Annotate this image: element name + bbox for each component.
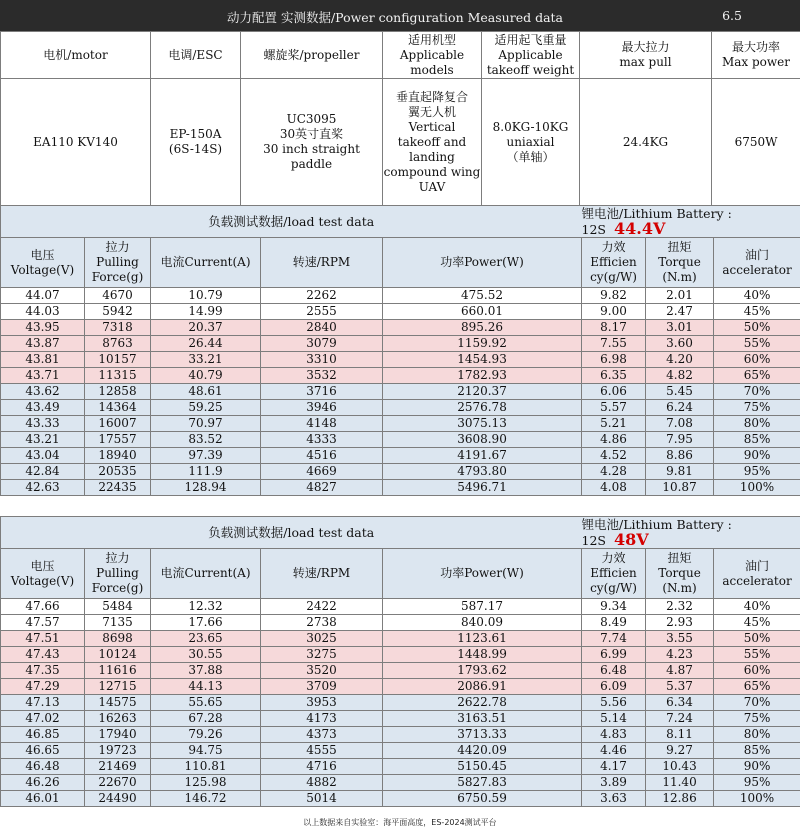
table-row bbox=[1, 711, 800, 727]
table-cell: 6.98 bbox=[582, 352, 646, 368]
table-cell: 7.24 bbox=[646, 711, 714, 727]
table-cell: 42.63 bbox=[1, 480, 85, 496]
table-cell: 90% bbox=[714, 448, 800, 464]
spec-value-cell: EA110 KV140 bbox=[1, 79, 151, 206]
table-cell: 4.82 bbox=[646, 368, 714, 384]
column-header: 功率Power(W) bbox=[383, 238, 582, 288]
table-cell: 85% bbox=[714, 432, 800, 448]
table-cell: 5.57 bbox=[582, 400, 646, 416]
table-cell: 59.25 bbox=[151, 400, 261, 416]
table-cell: 10157 bbox=[85, 352, 151, 368]
table-cell: 3716 bbox=[261, 384, 383, 400]
table-cell: 660.01 bbox=[383, 304, 582, 320]
table-cell: 37.88 bbox=[151, 663, 261, 679]
table-cell: 4516 bbox=[261, 448, 383, 464]
table-cell: 6.09 bbox=[582, 679, 646, 695]
table-cell: 100% bbox=[714, 791, 800, 807]
table-cell: 9.81 bbox=[646, 464, 714, 480]
column-header: 转速/RPM bbox=[261, 238, 383, 288]
table-cell: 14364 bbox=[85, 400, 151, 416]
table-cell: 42.84 bbox=[1, 464, 85, 480]
table-cell: 6750.59 bbox=[383, 791, 582, 807]
table-cell: 20.37 bbox=[151, 320, 261, 336]
table-cell: 4.86 bbox=[582, 432, 646, 448]
table-cell: 3.63 bbox=[582, 791, 646, 807]
table-cell: 3079 bbox=[261, 336, 383, 352]
table-cell: 67.28 bbox=[151, 711, 261, 727]
table-cell: 46.48 bbox=[1, 759, 85, 775]
table-cell: 4.46 bbox=[582, 743, 646, 759]
table-cell: 60% bbox=[714, 663, 800, 679]
table-cell: 33.21 bbox=[151, 352, 261, 368]
load-test-table-1 bbox=[0, 205, 800, 496]
table-cell: 16263 bbox=[85, 711, 151, 727]
load-test-title: 负载测试数据/load test data bbox=[1, 517, 582, 549]
table-cell: 4827 bbox=[261, 480, 383, 496]
spec-value-cell: 6750W bbox=[712, 79, 800, 206]
table-cell: 70% bbox=[714, 384, 800, 400]
title-bar bbox=[0, 0, 800, 31]
table-row bbox=[1, 759, 800, 775]
table-cell: 5.56 bbox=[582, 695, 646, 711]
table-cell: 5.14 bbox=[582, 711, 646, 727]
table-row bbox=[1, 336, 800, 352]
table-cell: 7.74 bbox=[582, 631, 646, 647]
table-cell: 50% bbox=[714, 320, 800, 336]
table-cell: 5484 bbox=[85, 599, 151, 615]
table-cell: 23.65 bbox=[151, 631, 261, 647]
column-header: 油门 accelerator bbox=[714, 549, 800, 599]
table-cell: 4.17 bbox=[582, 759, 646, 775]
table-cell: 3608.90 bbox=[383, 432, 582, 448]
table-cell: 4670 bbox=[85, 288, 151, 304]
table-cell: 44.03 bbox=[1, 304, 85, 320]
table-cell: 47.66 bbox=[1, 599, 85, 615]
table-row bbox=[1, 727, 800, 743]
table-cell: 11616 bbox=[85, 663, 151, 679]
table-cell: 9.82 bbox=[582, 288, 646, 304]
table-cell: 3.01 bbox=[646, 320, 714, 336]
table-row bbox=[1, 464, 800, 480]
table-cell: 895.26 bbox=[383, 320, 582, 336]
table-row bbox=[1, 679, 800, 695]
table-row bbox=[1, 743, 800, 759]
table-cell: 6.48 bbox=[582, 663, 646, 679]
table-cell: 55% bbox=[714, 647, 800, 663]
table-cell: 3075.13 bbox=[383, 416, 582, 432]
table-cell: 4173 bbox=[261, 711, 383, 727]
column-header: 拉力 Pulling Force(g) bbox=[85, 549, 151, 599]
column-header: 油门 accelerator bbox=[714, 238, 800, 288]
table-cell: 8763 bbox=[85, 336, 151, 352]
table-cell: 146.72 bbox=[151, 791, 261, 807]
table-header-row bbox=[1, 549, 800, 599]
column-header: 电压 Voltage(V) bbox=[1, 549, 85, 599]
table-cell: 75% bbox=[714, 400, 800, 416]
table-cell: 4.28 bbox=[582, 464, 646, 480]
table-cell: 1782.93 bbox=[383, 368, 582, 384]
voltage-value: 44.4V bbox=[614, 219, 666, 238]
table-cell: 47.02 bbox=[1, 711, 85, 727]
table-cell: 110.81 bbox=[151, 759, 261, 775]
table-cell: 11.40 bbox=[646, 775, 714, 791]
table-cell: 20535 bbox=[85, 464, 151, 480]
table-header-row bbox=[1, 238, 800, 288]
table-row bbox=[1, 400, 800, 416]
column-header: 扭矩 Torque (N.m) bbox=[646, 238, 714, 288]
table-cell: 10.87 bbox=[646, 480, 714, 496]
table-cell: 55% bbox=[714, 336, 800, 352]
table-cell: 7.08 bbox=[646, 416, 714, 432]
table-cell: 5.37 bbox=[646, 679, 714, 695]
table-row bbox=[1, 432, 800, 448]
table-cell: 3025 bbox=[261, 631, 383, 647]
table-cell: 43.71 bbox=[1, 368, 85, 384]
table-cell: 4.87 bbox=[646, 663, 714, 679]
spec-header-cell: 最大功率 Max power bbox=[712, 32, 800, 79]
column-header: 电流Current(A) bbox=[151, 549, 261, 599]
table-cell: 2.01 bbox=[646, 288, 714, 304]
table-cell: 6.06 bbox=[582, 384, 646, 400]
column-header: 功率Power(W) bbox=[383, 549, 582, 599]
table-cell: 22435 bbox=[85, 480, 151, 496]
table-row bbox=[1, 647, 800, 663]
table-cell: 46.26 bbox=[1, 775, 85, 791]
table-cell: 18940 bbox=[85, 448, 151, 464]
spec-header-cell: 适用起飞重量 Applicable takeoff weight bbox=[482, 32, 580, 79]
table-cell: 4.08 bbox=[582, 480, 646, 496]
table-cell: 2555 bbox=[261, 304, 383, 320]
table-cell: 55.65 bbox=[151, 695, 261, 711]
table-cell: 40% bbox=[714, 599, 800, 615]
table-cell: 587.17 bbox=[383, 599, 582, 615]
table-cell: 70% bbox=[714, 695, 800, 711]
table-cell: 47.29 bbox=[1, 679, 85, 695]
table-cell: 43.62 bbox=[1, 384, 85, 400]
table-cell: 97.39 bbox=[151, 448, 261, 464]
table-cell: 90% bbox=[714, 759, 800, 775]
table-cell: 10124 bbox=[85, 647, 151, 663]
table-cell: 128.94 bbox=[151, 480, 261, 496]
table-cell: 4.23 bbox=[646, 647, 714, 663]
table-cell: 48.61 bbox=[151, 384, 261, 400]
table-cell: 12.32 bbox=[151, 599, 261, 615]
table-cell: 1123.61 bbox=[383, 631, 582, 647]
spec-header-cell: 螺旋桨/propeller bbox=[241, 32, 383, 79]
table-cell: 2422 bbox=[261, 599, 383, 615]
table-cell: 94.75 bbox=[151, 743, 261, 759]
table-cell: 4333 bbox=[261, 432, 383, 448]
table-row bbox=[1, 288, 800, 304]
column-header: 电流Current(A) bbox=[151, 238, 261, 288]
table-cell: 5.21 bbox=[582, 416, 646, 432]
table-cell: 17557 bbox=[85, 432, 151, 448]
table-cell: 4.83 bbox=[582, 727, 646, 743]
table-cell: 17.66 bbox=[151, 615, 261, 631]
table-body bbox=[1, 599, 800, 807]
table-cell: 26.44 bbox=[151, 336, 261, 352]
table-cell: 100% bbox=[714, 480, 800, 496]
table-cell: 75% bbox=[714, 711, 800, 727]
table-cell: 1454.93 bbox=[383, 352, 582, 368]
table-cell: 3.60 bbox=[646, 336, 714, 352]
load-test-title-row bbox=[1, 206, 800, 238]
table-cell: 4.52 bbox=[582, 448, 646, 464]
table-cell: 8.11 bbox=[646, 727, 714, 743]
table-cell: 7.55 bbox=[582, 336, 646, 352]
spec-header-row bbox=[1, 32, 800, 79]
table-cell: 7.95 bbox=[646, 432, 714, 448]
table-cell: 17940 bbox=[85, 727, 151, 743]
table-cell: 4882 bbox=[261, 775, 383, 791]
table-cell: 47.43 bbox=[1, 647, 85, 663]
table-cell: 1159.92 bbox=[383, 336, 582, 352]
table-cell: 4793.80 bbox=[383, 464, 582, 480]
table-row bbox=[1, 384, 800, 400]
table-cell: 2120.37 bbox=[383, 384, 582, 400]
table-cell: 3275 bbox=[261, 647, 383, 663]
load-test-title-row bbox=[1, 517, 800, 549]
table-cell: 43.95 bbox=[1, 320, 85, 336]
section-gap bbox=[0, 502, 800, 516]
table-cell: 85% bbox=[714, 743, 800, 759]
table-row bbox=[1, 663, 800, 679]
battery-info bbox=[582, 206, 800, 238]
table-row bbox=[1, 416, 800, 432]
table-cell: 5.45 bbox=[646, 384, 714, 400]
table-cell: 3946 bbox=[261, 400, 383, 416]
table-cell: 2738 bbox=[261, 615, 383, 631]
table-cell: 6.34 bbox=[646, 695, 714, 711]
spec-header-cell: 电调/ESC bbox=[151, 32, 241, 79]
column-header: 拉力 Pulling Force(g) bbox=[85, 238, 151, 288]
spec-value-cell: 垂直起降复合 翼无人机 Vertical takeoff and landing compound wing UAV bbox=[383, 79, 482, 206]
table-cell: 30.55 bbox=[151, 647, 261, 663]
table-cell: 80% bbox=[714, 416, 800, 432]
table-cell: 9.00 bbox=[582, 304, 646, 320]
table-cell: 111.9 bbox=[151, 464, 261, 480]
table-cell: 19723 bbox=[85, 743, 151, 759]
table-row bbox=[1, 368, 800, 384]
table-cell: 2.47 bbox=[646, 304, 714, 320]
table-cell: 70.97 bbox=[151, 416, 261, 432]
spec-value-row bbox=[1, 79, 800, 206]
table-cell: 5150.45 bbox=[383, 759, 582, 775]
table-cell: 4148 bbox=[261, 416, 383, 432]
table-cell: 46.85 bbox=[1, 727, 85, 743]
table-cell: 24490 bbox=[85, 791, 151, 807]
spec-header-cell: 适用机型 Applicable models bbox=[383, 32, 482, 79]
table-cell: 3163.51 bbox=[383, 711, 582, 727]
table-cell: 7135 bbox=[85, 615, 151, 631]
table-cell: 22670 bbox=[85, 775, 151, 791]
table-cell: 14575 bbox=[85, 695, 151, 711]
table-row bbox=[1, 480, 800, 496]
table-cell: 10.43 bbox=[646, 759, 714, 775]
load-test-title: 负载测试数据/load test data bbox=[1, 206, 582, 238]
table-cell: 43.81 bbox=[1, 352, 85, 368]
table-cell: 8.49 bbox=[582, 615, 646, 631]
table-cell: 14.99 bbox=[151, 304, 261, 320]
column-header: 扭矩 Torque (N.m) bbox=[646, 549, 714, 599]
table-cell: 44.07 bbox=[1, 288, 85, 304]
table-cell: 79.26 bbox=[151, 727, 261, 743]
table-cell: 95% bbox=[714, 775, 800, 791]
table-cell: 2086.91 bbox=[383, 679, 582, 695]
table-cell: 3.55 bbox=[646, 631, 714, 647]
table-cell: 45% bbox=[714, 615, 800, 631]
table-cell: 6.99 bbox=[582, 647, 646, 663]
table-cell: 6.35 bbox=[582, 368, 646, 384]
table-cell: 43.33 bbox=[1, 416, 85, 432]
table-cell: 5942 bbox=[85, 304, 151, 320]
table-cell: 2576.78 bbox=[383, 400, 582, 416]
table-cell: 4.20 bbox=[646, 352, 714, 368]
page-title: 动力配置 实测数据/Power configuration Measured data bbox=[226, 10, 564, 25]
table-cell: 3713.33 bbox=[383, 727, 582, 743]
spec-value-cell: 8.0KG-10KG uniaxial （单轴） bbox=[482, 79, 580, 206]
table-cell: 65% bbox=[714, 368, 800, 384]
table-cell: 45% bbox=[714, 304, 800, 320]
table-cell: 2622.78 bbox=[383, 695, 582, 711]
load-test-table-2 bbox=[0, 516, 800, 807]
table-row bbox=[1, 791, 800, 807]
table-cell: 40% bbox=[714, 288, 800, 304]
table-cell: 3709 bbox=[261, 679, 383, 695]
table-cell: 8.86 bbox=[646, 448, 714, 464]
table-cell: 16007 bbox=[85, 416, 151, 432]
table-cell: 2840 bbox=[261, 320, 383, 336]
spec-value-cell: EP-150A (6S-14S) bbox=[151, 79, 241, 206]
battery-label: 锂电池/Lithium Battery : 12S bbox=[581, 517, 732, 548]
column-header: 力效 Efficien cy(g/W) bbox=[582, 238, 646, 288]
table-cell: 60% bbox=[714, 352, 800, 368]
table-cell: 3520 bbox=[261, 663, 383, 679]
table-cell: 46.01 bbox=[1, 791, 85, 807]
footer-note: 以上数据来自实验室：海平面高度，ES-2024测试平台 bbox=[303, 818, 497, 827]
table-cell: 50% bbox=[714, 631, 800, 647]
table-cell: 4555 bbox=[261, 743, 383, 759]
table-cell: 475.52 bbox=[383, 288, 582, 304]
table-cell: 5496.71 bbox=[383, 480, 582, 496]
table-cell: 8.17 bbox=[582, 320, 646, 336]
battery-info bbox=[582, 517, 800, 549]
version-label: 6.5 bbox=[722, 8, 742, 23]
table-cell: 8698 bbox=[85, 631, 151, 647]
table-row bbox=[1, 615, 800, 631]
table-cell: 4191.67 bbox=[383, 448, 582, 464]
table-cell: 9.34 bbox=[582, 599, 646, 615]
table-cell: 9.27 bbox=[646, 743, 714, 759]
table-cell: 10.79 bbox=[151, 288, 261, 304]
table-body bbox=[1, 288, 800, 496]
table-cell: 2.32 bbox=[646, 599, 714, 615]
table-row bbox=[1, 320, 800, 336]
table-row bbox=[1, 304, 800, 320]
table-row bbox=[1, 448, 800, 464]
table-cell: 46.65 bbox=[1, 743, 85, 759]
table-cell: 40.79 bbox=[151, 368, 261, 384]
table-cell: 12715 bbox=[85, 679, 151, 695]
table-cell: 5827.83 bbox=[383, 775, 582, 791]
table-cell: 12.86 bbox=[646, 791, 714, 807]
table-cell: 6.24 bbox=[646, 400, 714, 416]
table-cell: 47.35 bbox=[1, 663, 85, 679]
table-cell: 43.21 bbox=[1, 432, 85, 448]
table-cell: 2.93 bbox=[646, 615, 714, 631]
voltage-value: 48V bbox=[614, 530, 649, 549]
table-cell: 4420.09 bbox=[383, 743, 582, 759]
table-cell: 3953 bbox=[261, 695, 383, 711]
table-cell: 840.09 bbox=[383, 615, 582, 631]
table-cell: 2262 bbox=[261, 288, 383, 304]
table-cell: 3.89 bbox=[582, 775, 646, 791]
spec-table bbox=[0, 31, 800, 206]
table-cell: 4373 bbox=[261, 727, 383, 743]
table-cell: 4716 bbox=[261, 759, 383, 775]
table-cell: 44.13 bbox=[151, 679, 261, 695]
table-row bbox=[1, 631, 800, 647]
table-cell: 5014 bbox=[261, 791, 383, 807]
spec-value-cell: UC3095 30英寸直桨 30 inch straight paddle bbox=[241, 79, 383, 206]
table-row bbox=[1, 775, 800, 791]
table-cell: 21469 bbox=[85, 759, 151, 775]
battery-label: 锂电池/Lithium Battery : 12S bbox=[581, 206, 732, 237]
table-cell: 11315 bbox=[85, 368, 151, 384]
table-row bbox=[1, 352, 800, 368]
table-row bbox=[1, 695, 800, 711]
table-cell: 43.87 bbox=[1, 336, 85, 352]
table-cell: 125.98 bbox=[151, 775, 261, 791]
table-cell: 47.51 bbox=[1, 631, 85, 647]
table-cell: 43.04 bbox=[1, 448, 85, 464]
table-cell: 3310 bbox=[261, 352, 383, 368]
table-cell: 1793.62 bbox=[383, 663, 582, 679]
table-cell: 12858 bbox=[85, 384, 151, 400]
table-cell: 4669 bbox=[261, 464, 383, 480]
table-cell: 65% bbox=[714, 679, 800, 695]
column-header: 转速/RPM bbox=[261, 549, 383, 599]
table-cell: 80% bbox=[714, 727, 800, 743]
table-row bbox=[1, 599, 800, 615]
spec-value-cell: 24.4KG bbox=[580, 79, 712, 206]
table-cell: 47.57 bbox=[1, 615, 85, 631]
table-cell: 7318 bbox=[85, 320, 151, 336]
table-cell: 3532 bbox=[261, 368, 383, 384]
spec-header-cell: 电机/motor bbox=[1, 32, 151, 79]
table-cell: 95% bbox=[714, 464, 800, 480]
column-header: 力效 Efficien cy(g/W) bbox=[582, 549, 646, 599]
table-cell: 1448.99 bbox=[383, 647, 582, 663]
column-header: 电压 Voltage(V) bbox=[1, 238, 85, 288]
table-cell: 47.13 bbox=[1, 695, 85, 711]
spec-header-cell: 最大拉力 max pull bbox=[580, 32, 712, 79]
table-cell: 43.49 bbox=[1, 400, 85, 416]
table-cell: 83.52 bbox=[151, 432, 261, 448]
